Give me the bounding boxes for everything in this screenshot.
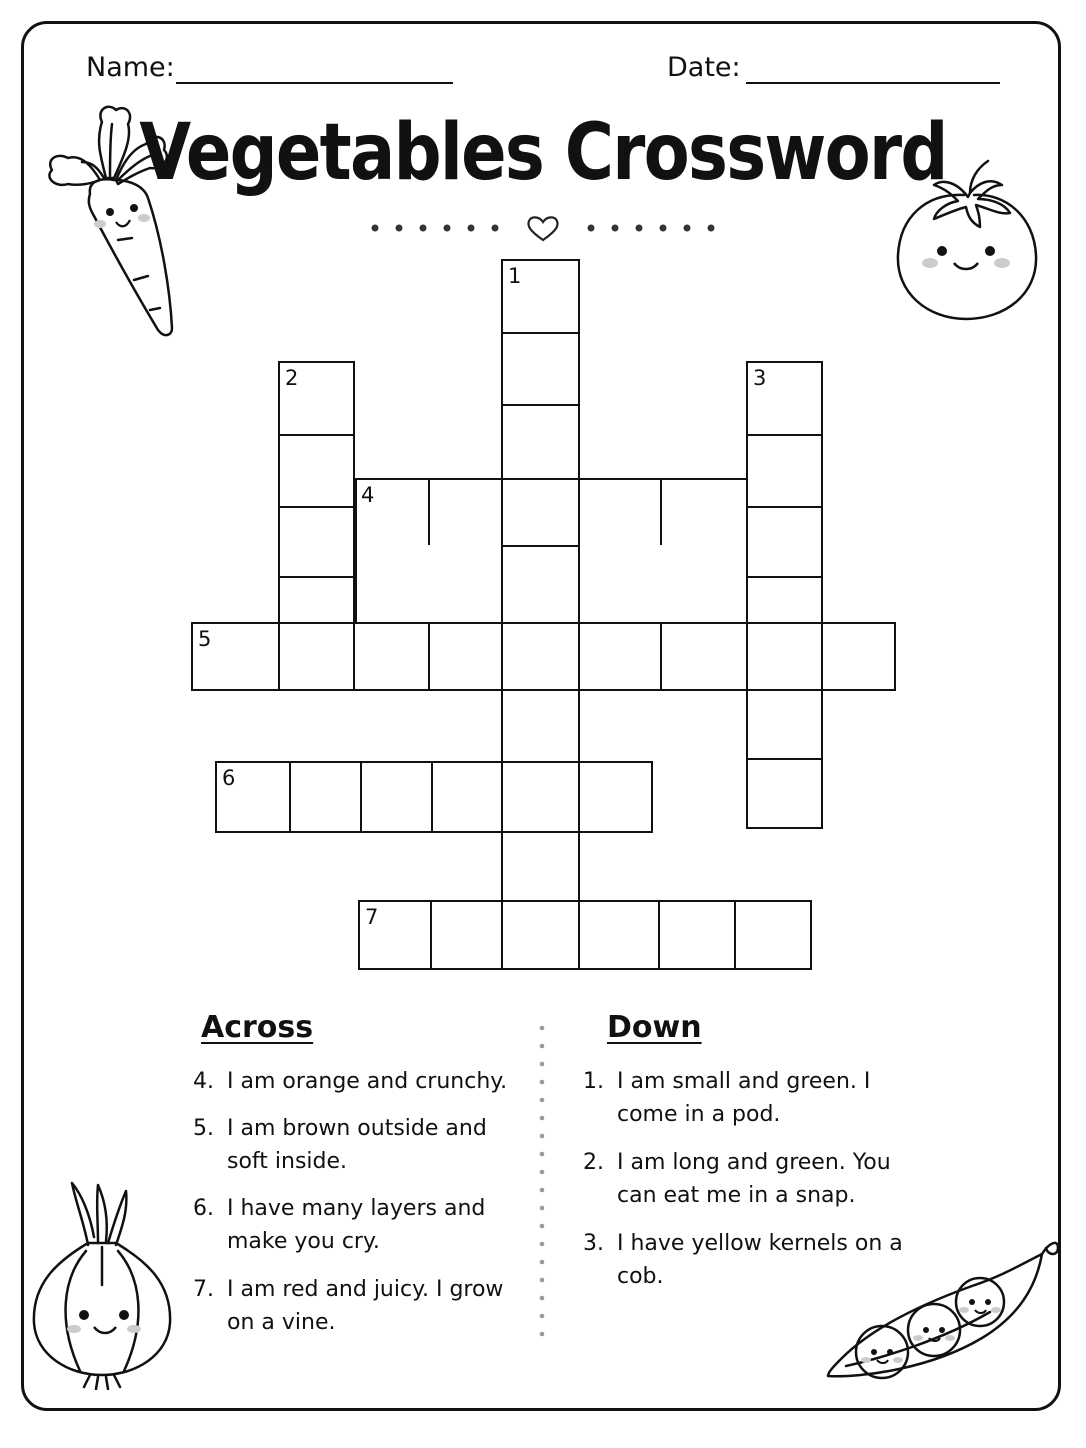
grid-cell[interactable] xyxy=(428,478,503,547)
clue-text: I am red and juicy. I grow on a vine. xyxy=(227,1277,504,1335)
across-clue xyxy=(193,1192,533,1258)
grid-cell[interactable] xyxy=(501,900,580,970)
clue-number: 6. xyxy=(193,1196,214,1221)
grid-cell[interactable] xyxy=(501,545,580,624)
grid-cell[interactable] xyxy=(501,404,580,480)
grid-cell[interactable] xyxy=(501,622,580,691)
grid-block xyxy=(355,545,503,624)
grid-cell[interactable] xyxy=(821,622,896,691)
clue-number: 7. xyxy=(193,1277,214,1302)
grid-cell[interactable] xyxy=(746,576,823,624)
clue-text: I am brown outside and soft inside. xyxy=(227,1116,487,1174)
name-label: Name: xyxy=(86,52,175,83)
grid-cell[interactable] xyxy=(501,830,580,902)
clue-number: 5. xyxy=(193,1116,214,1141)
grid-cell[interactable] xyxy=(501,688,580,763)
grid-cell[interactable] xyxy=(278,434,355,508)
pea-pod-icon xyxy=(822,1228,1067,1388)
grid-cell[interactable] xyxy=(746,758,823,829)
grid-cell[interactable] xyxy=(353,622,430,691)
clue-text: I have many layers and make you cry. xyxy=(227,1196,486,1254)
across-clue xyxy=(193,1273,533,1339)
grid-cell[interactable] xyxy=(658,900,736,970)
grid-cell[interactable] xyxy=(430,900,503,970)
grid-cell[interactable] xyxy=(501,478,580,547)
carrot-icon xyxy=(38,100,183,340)
grid-cell[interactable] xyxy=(289,761,362,833)
grid-block xyxy=(578,545,748,624)
grid-cell[interactable] xyxy=(431,761,503,833)
across-heading: Across xyxy=(201,1010,314,1045)
grid-cell[interactable] xyxy=(578,761,653,833)
clue-divider xyxy=(539,1024,545,1340)
grid-cell[interactable] xyxy=(501,761,580,833)
grid-cell[interactable] xyxy=(578,478,662,547)
grid-cell[interactable] xyxy=(578,622,662,691)
clue-number: 4. xyxy=(193,1069,214,1094)
clue-text: I am long and green. You can eat me in a snap. xyxy=(617,1150,891,1208)
grid-number: 7 xyxy=(365,905,379,929)
clue-text: I am orange and crunchy. xyxy=(227,1069,508,1094)
grid-cell[interactable] xyxy=(501,332,580,406)
clue-text: I have yellow kernels on a cob. xyxy=(617,1231,903,1289)
grid-cell[interactable] xyxy=(578,900,660,970)
tomato-icon xyxy=(886,155,1051,325)
across-clue xyxy=(193,1065,533,1098)
date-label: Date: xyxy=(667,52,741,83)
clue-number: 3. xyxy=(583,1231,604,1256)
grid-cell[interactable] xyxy=(278,622,355,691)
grid-cell[interactable] xyxy=(660,478,748,547)
grid-number: 4 xyxy=(361,483,375,507)
grid-number: 1 xyxy=(508,264,522,288)
grid-number: 5 xyxy=(198,627,212,651)
grid-cell[interactable] xyxy=(428,622,503,691)
page-title: Vegetables Crossword xyxy=(139,108,947,198)
clue-text: I am small and green. I come in a pod. xyxy=(617,1069,871,1127)
grid-cell[interactable] xyxy=(746,622,823,691)
onion-icon xyxy=(28,1175,178,1390)
grid-cell[interactable] xyxy=(746,688,823,760)
down-clue xyxy=(583,1146,933,1212)
grid-cell[interactable] xyxy=(746,506,823,578)
grid-cell[interactable] xyxy=(746,434,823,508)
clue-number: 2. xyxy=(583,1150,604,1175)
grid-cell[interactable] xyxy=(734,900,812,970)
grid-number: 3 xyxy=(753,366,767,390)
grid-cell[interactable] xyxy=(660,622,748,691)
down-heading: Down xyxy=(607,1010,702,1045)
grid-cell[interactable] xyxy=(360,761,433,833)
grid-number: 6 xyxy=(222,766,236,790)
across-clue xyxy=(193,1112,533,1178)
grid-number: 2 xyxy=(285,366,299,390)
grid-cell[interactable] xyxy=(278,576,355,624)
grid-cell[interactable] xyxy=(278,506,355,578)
clue-number: 1. xyxy=(583,1069,604,1094)
down-clue xyxy=(583,1065,933,1131)
